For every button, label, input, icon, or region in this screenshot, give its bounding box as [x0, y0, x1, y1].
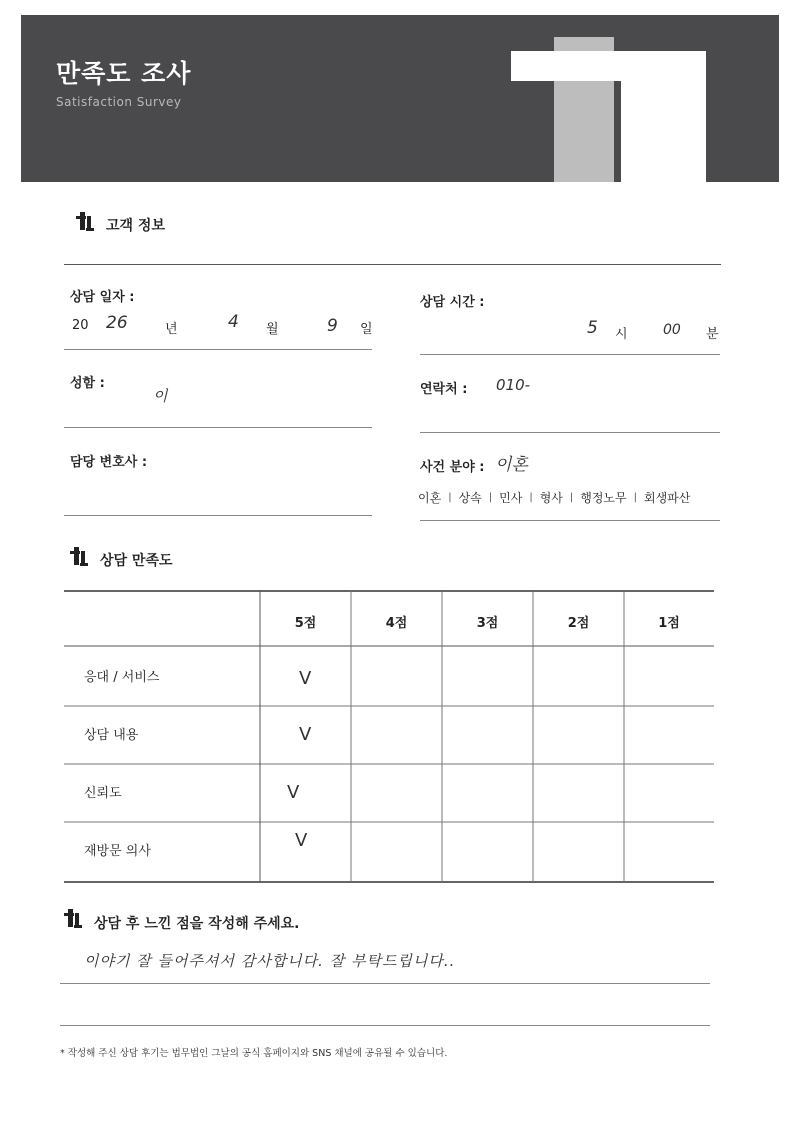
case-options	[418, 489, 722, 506]
field-line	[64, 515, 372, 516]
footnote: * 작성해 주신 상담 후기는 법무법인 그날의 공식 홈페이지와 SNS 채널에 공유될 수 있습니다.	[60, 1048, 448, 1059]
lawyer-label: 담당 변호사 :	[70, 455, 148, 470]
minute-value: 00	[663, 322, 681, 338]
section-title-satisfaction: 상담 만족도	[100, 553, 173, 569]
hour-value: 5	[587, 318, 598, 338]
name-label: 성함 :	[70, 376, 105, 391]
separator: |	[529, 492, 533, 503]
field-line	[420, 354, 720, 355]
name-value: 이	[153, 387, 168, 405]
check-mark: V	[295, 830, 308, 851]
check-mark: V	[299, 724, 312, 745]
check-mark: V	[299, 668, 312, 689]
case-value: 이혼	[495, 455, 528, 475]
contact-label: 연락처 :	[420, 382, 468, 397]
column-header: 3점	[476, 616, 499, 631]
field-line	[420, 432, 720, 433]
field-line	[64, 427, 372, 428]
separator: |	[448, 492, 452, 503]
time-label: 상담 시간 :	[420, 295, 485, 310]
column-header: 1점	[658, 616, 680, 631]
month-value: 4	[228, 312, 239, 332]
check-mark: V	[287, 782, 300, 803]
table-grid	[64, 590, 714, 890]
case-option: 행정노무	[580, 491, 627, 505]
year-unit: 년	[165, 322, 178, 337]
day-unit: 일	[360, 322, 373, 337]
column-header: 2점	[567, 616, 590, 631]
section-logo-icon	[62, 907, 84, 931]
comment-line	[60, 1025, 710, 1026]
section-title-comment: 상담 후 느낀 점을 작성해 주세요.	[94, 916, 300, 932]
row-label: 상담 내용	[84, 728, 139, 743]
row-label: 응대 / 서비스	[84, 670, 160, 685]
separator: |	[488, 492, 493, 503]
section-logo-icon	[74, 210, 96, 234]
comment-line	[60, 983, 710, 984]
page-subtitle: Satisfaction Survey	[56, 95, 182, 109]
day-value: 9	[327, 316, 338, 336]
divider	[64, 264, 721, 265]
hour-unit: 시	[615, 327, 628, 342]
year-value: 26	[106, 313, 128, 333]
brand-logo-icon	[511, 15, 779, 182]
case-option: 형사	[539, 491, 563, 505]
case-label: 사건 분야 :	[420, 460, 485, 475]
comment-text: 이야기 잘 들어주셔서 감사합니다. 잘 부탁드립니다..	[84, 952, 456, 970]
case-option: 이혼	[418, 491, 442, 505]
year-prefix: 20	[72, 318, 89, 333]
row-label: 재방문 의사	[84, 844, 151, 859]
month-unit: 월	[266, 322, 279, 337]
minute-unit: 분	[706, 327, 719, 342]
field-line	[64, 349, 372, 350]
column-header: 4점	[385, 616, 408, 631]
section-title-customer: 고객 정보	[106, 218, 165, 234]
field-line	[420, 520, 720, 521]
column-header: 5점	[294, 616, 317, 631]
case-option: 회생파산	[644, 491, 691, 505]
section-logo-icon	[68, 545, 90, 569]
page-title: 만족도 조사	[56, 59, 192, 88]
date-label: 상담 일자 :	[70, 290, 135, 305]
separator: |	[633, 492, 637, 503]
case-option: 민사	[499, 491, 523, 505]
separator: |	[569, 492, 574, 503]
contact-value: 010-	[496, 376, 531, 394]
row-label: 신뢰도	[84, 786, 122, 801]
case-option: 상속	[458, 491, 482, 505]
